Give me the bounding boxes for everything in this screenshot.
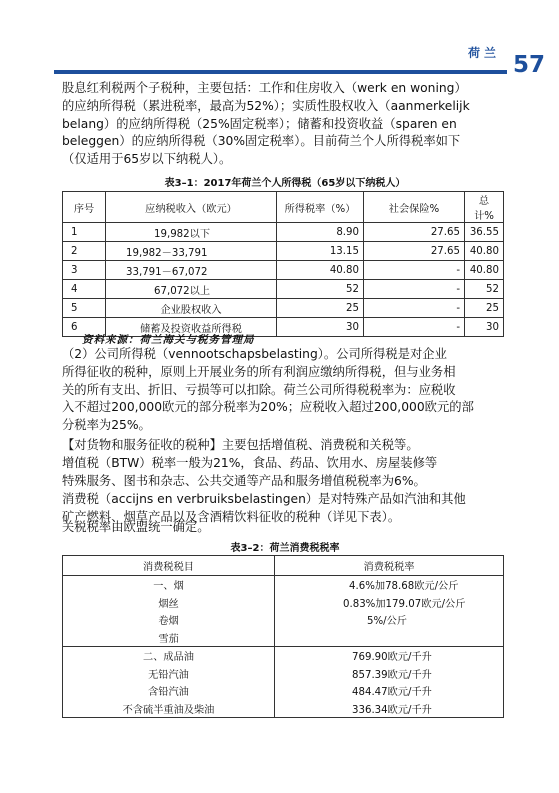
table-cell: 27.65 — [364, 242, 465, 261]
table-cell: 30 — [465, 318, 504, 337]
table-cell: 二、成品油 — [63, 647, 275, 665]
table-row — [63, 611, 504, 629]
table-cell: 40.80 — [465, 242, 504, 261]
table-cell: 52 — [277, 280, 364, 299]
table-cell: 25 — [465, 299, 504, 318]
table-cell: - — [364, 261, 465, 280]
table-cell: 4 — [63, 280, 106, 299]
table-cell: 769.90欧元/千升 — [275, 647, 504, 665]
table-cell: 19,982以下 — [106, 223, 277, 242]
header-rule — [54, 70, 507, 74]
table-cell: 储蓄及投资收益所得税 — [106, 318, 277, 337]
table-row — [63, 647, 504, 665]
table-cell: - — [364, 299, 465, 318]
table-cell: 1 — [63, 223, 106, 242]
table-cell: 含铅汽油 — [63, 682, 275, 700]
table-cell: 5 — [63, 299, 106, 318]
table-cell: 484.47欧元/千升 — [275, 682, 504, 700]
table-row — [63, 629, 504, 647]
table-cell: 不含硫半重油及柴油 — [63, 700, 275, 718]
paragraph-goods-services-tax: 【对货物和服务征收的税种】主要包括增值税、消费税和关税等。 — [62, 438, 419, 452]
table-cell — [275, 629, 504, 647]
table-header-cell: 社会保险% — [364, 192, 465, 223]
table-cell: 3 — [63, 261, 106, 280]
table-header-cell: 总计% — [465, 192, 504, 223]
table-header-cell: 消费税税率 — [275, 556, 504, 576]
table-cell: 5%/公斤 — [275, 611, 504, 629]
table-cell: 40.80 — [465, 261, 504, 280]
paragraph-vat: 增值税（BTW）税率一般为21%，食品、药品、饮用水、房屋装修等 特殊服务、图书和杂志、公共交通等产品和服务增值税税率为6%。 — [62, 456, 438, 488]
table-cell: 卷烟 — [63, 611, 275, 629]
table-row — [63, 576, 504, 594]
paragraph-corporate-tax: （2）公司所得税（vennootschapsbelasting）。公司所得税是对企业 所得征收的税种，原则上开展业务的所有利润应缴纳所得税，但与业务相 关的所有支出、折旧、亏损等可以扣除。荷兰公司所得税税率为：应税收 入不超过200,000欧元的部分税率为20%；应税收入超过200,000欧元的部 分税率为25%。 — [62, 347, 474, 433]
paragraph-customs: 关税税率由欧盟统一确定。 — [62, 520, 210, 534]
table-cell: 52 — [465, 280, 504, 299]
table-row — [63, 700, 504, 718]
table-cell: 6 — [63, 318, 106, 337]
table-row — [63, 665, 504, 683]
paragraph-excise: 消费税（accijns en verbruiksbelastingen）是对特殊产品如汽油和其他 矿产燃料、烟草产品以及含酒精饮料征收的税种（详见下表）。 — [62, 492, 466, 524]
table-cell: 33,791－67,072 — [106, 261, 277, 280]
table-cell: 13.15 — [277, 242, 364, 261]
table-cell: 雪茄 — [63, 629, 275, 647]
table-cell: 一、烟 — [63, 576, 275, 594]
header-country: 荷兰 — [468, 46, 501, 60]
table-cell: 烟丝 — [63, 594, 275, 612]
table-cell: 8.90 — [277, 223, 364, 242]
table-cell: 无铅汽油 — [63, 665, 275, 683]
table-cell: 40.80 — [277, 261, 364, 280]
table-cell: 0.83%加179.07欧元/公斤 — [275, 594, 504, 612]
table1-caption: 表3–1：2017年荷兰个人所得税（65岁以下纳税人） — [164, 178, 406, 189]
table-header-row — [63, 556, 504, 576]
table-cell: 企业股权收入 — [106, 299, 277, 318]
table-header-cell: 序号 — [63, 192, 106, 223]
table-cell: - — [364, 318, 465, 337]
page-number: 57 — [513, 52, 546, 78]
table-cell: - — [364, 280, 465, 299]
table-cell: 336.34欧元/千升 — [275, 700, 504, 718]
table-cell: 36.55 — [465, 223, 504, 242]
table-cell: 4.6%加78.68欧元/公斤 — [275, 576, 504, 594]
paragraph-income-tax-intro: 股息红利税两个子税种，主要包括：工作和住房收入（werk en woning） 的应纳所得税（累进税率，最高为52%）；实质性股权收入（aanmerkelijk belang）的应纳所得税（25%固定税率）；储蓄和投资收益（sparen en beleggen）的应纳所得税（30%固定税率）。目前荷兰个人所得税率如下 （仅适用于65岁以下纳税人）。 — [62, 81, 470, 167]
table-row — [63, 682, 504, 700]
table-row — [63, 299, 504, 318]
table1-source: 资料来源：荷兰海关与税务管理局 — [82, 334, 255, 346]
table-row — [63, 242, 504, 261]
table-cell: 25 — [277, 299, 364, 318]
excise-tax-table — [62, 555, 504, 718]
income-tax-table — [62, 191, 504, 337]
table-header-row — [63, 192, 504, 223]
table-header-cell: 应纳税收入（欧元） — [106, 192, 277, 223]
table2-caption: 表3–2：荷兰消费税税率 — [230, 543, 340, 554]
table-row — [63, 223, 504, 242]
table-row — [63, 261, 504, 280]
table-cell: 30 — [277, 318, 364, 337]
table-cell: 2 — [63, 242, 106, 261]
table-row — [63, 280, 504, 299]
table-cell: 19,982－33,791 — [106, 242, 277, 261]
table-header-cell: 所得税率（%） — [277, 192, 364, 223]
table-cell: 67,072以上 — [106, 280, 277, 299]
table-cell: 857.39欧元/千升 — [275, 665, 504, 683]
table-header-cell: 消费税税目 — [63, 556, 275, 576]
table-row — [63, 594, 504, 612]
table-cell: 27.65 — [364, 223, 465, 242]
